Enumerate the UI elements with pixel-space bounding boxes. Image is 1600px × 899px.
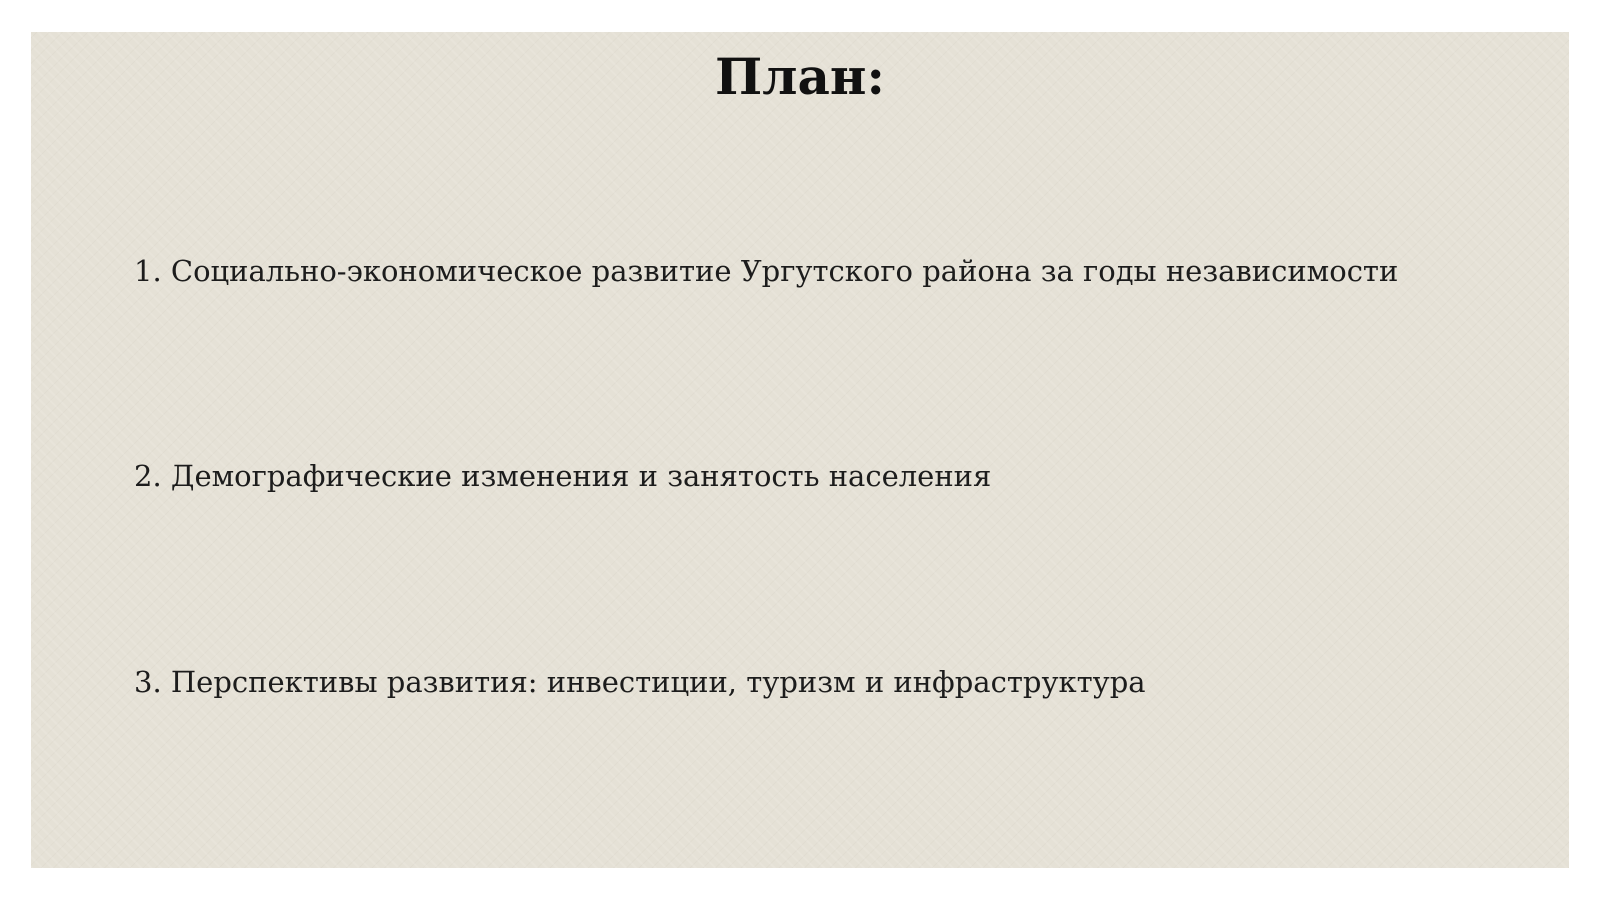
slide-title: План: [715, 47, 885, 106]
slide [31, 32, 1569, 868]
plan-item-2: 2. Демографические изменения и занятость населения [134, 459, 992, 493]
plan-item-3: 3. Перспективы развития: инвестиции, туризм и инфраструктура [134, 665, 1146, 699]
plan-item-1: 1. Социально-экономическое развитие Ургутского района за годы независимости [134, 254, 1399, 288]
